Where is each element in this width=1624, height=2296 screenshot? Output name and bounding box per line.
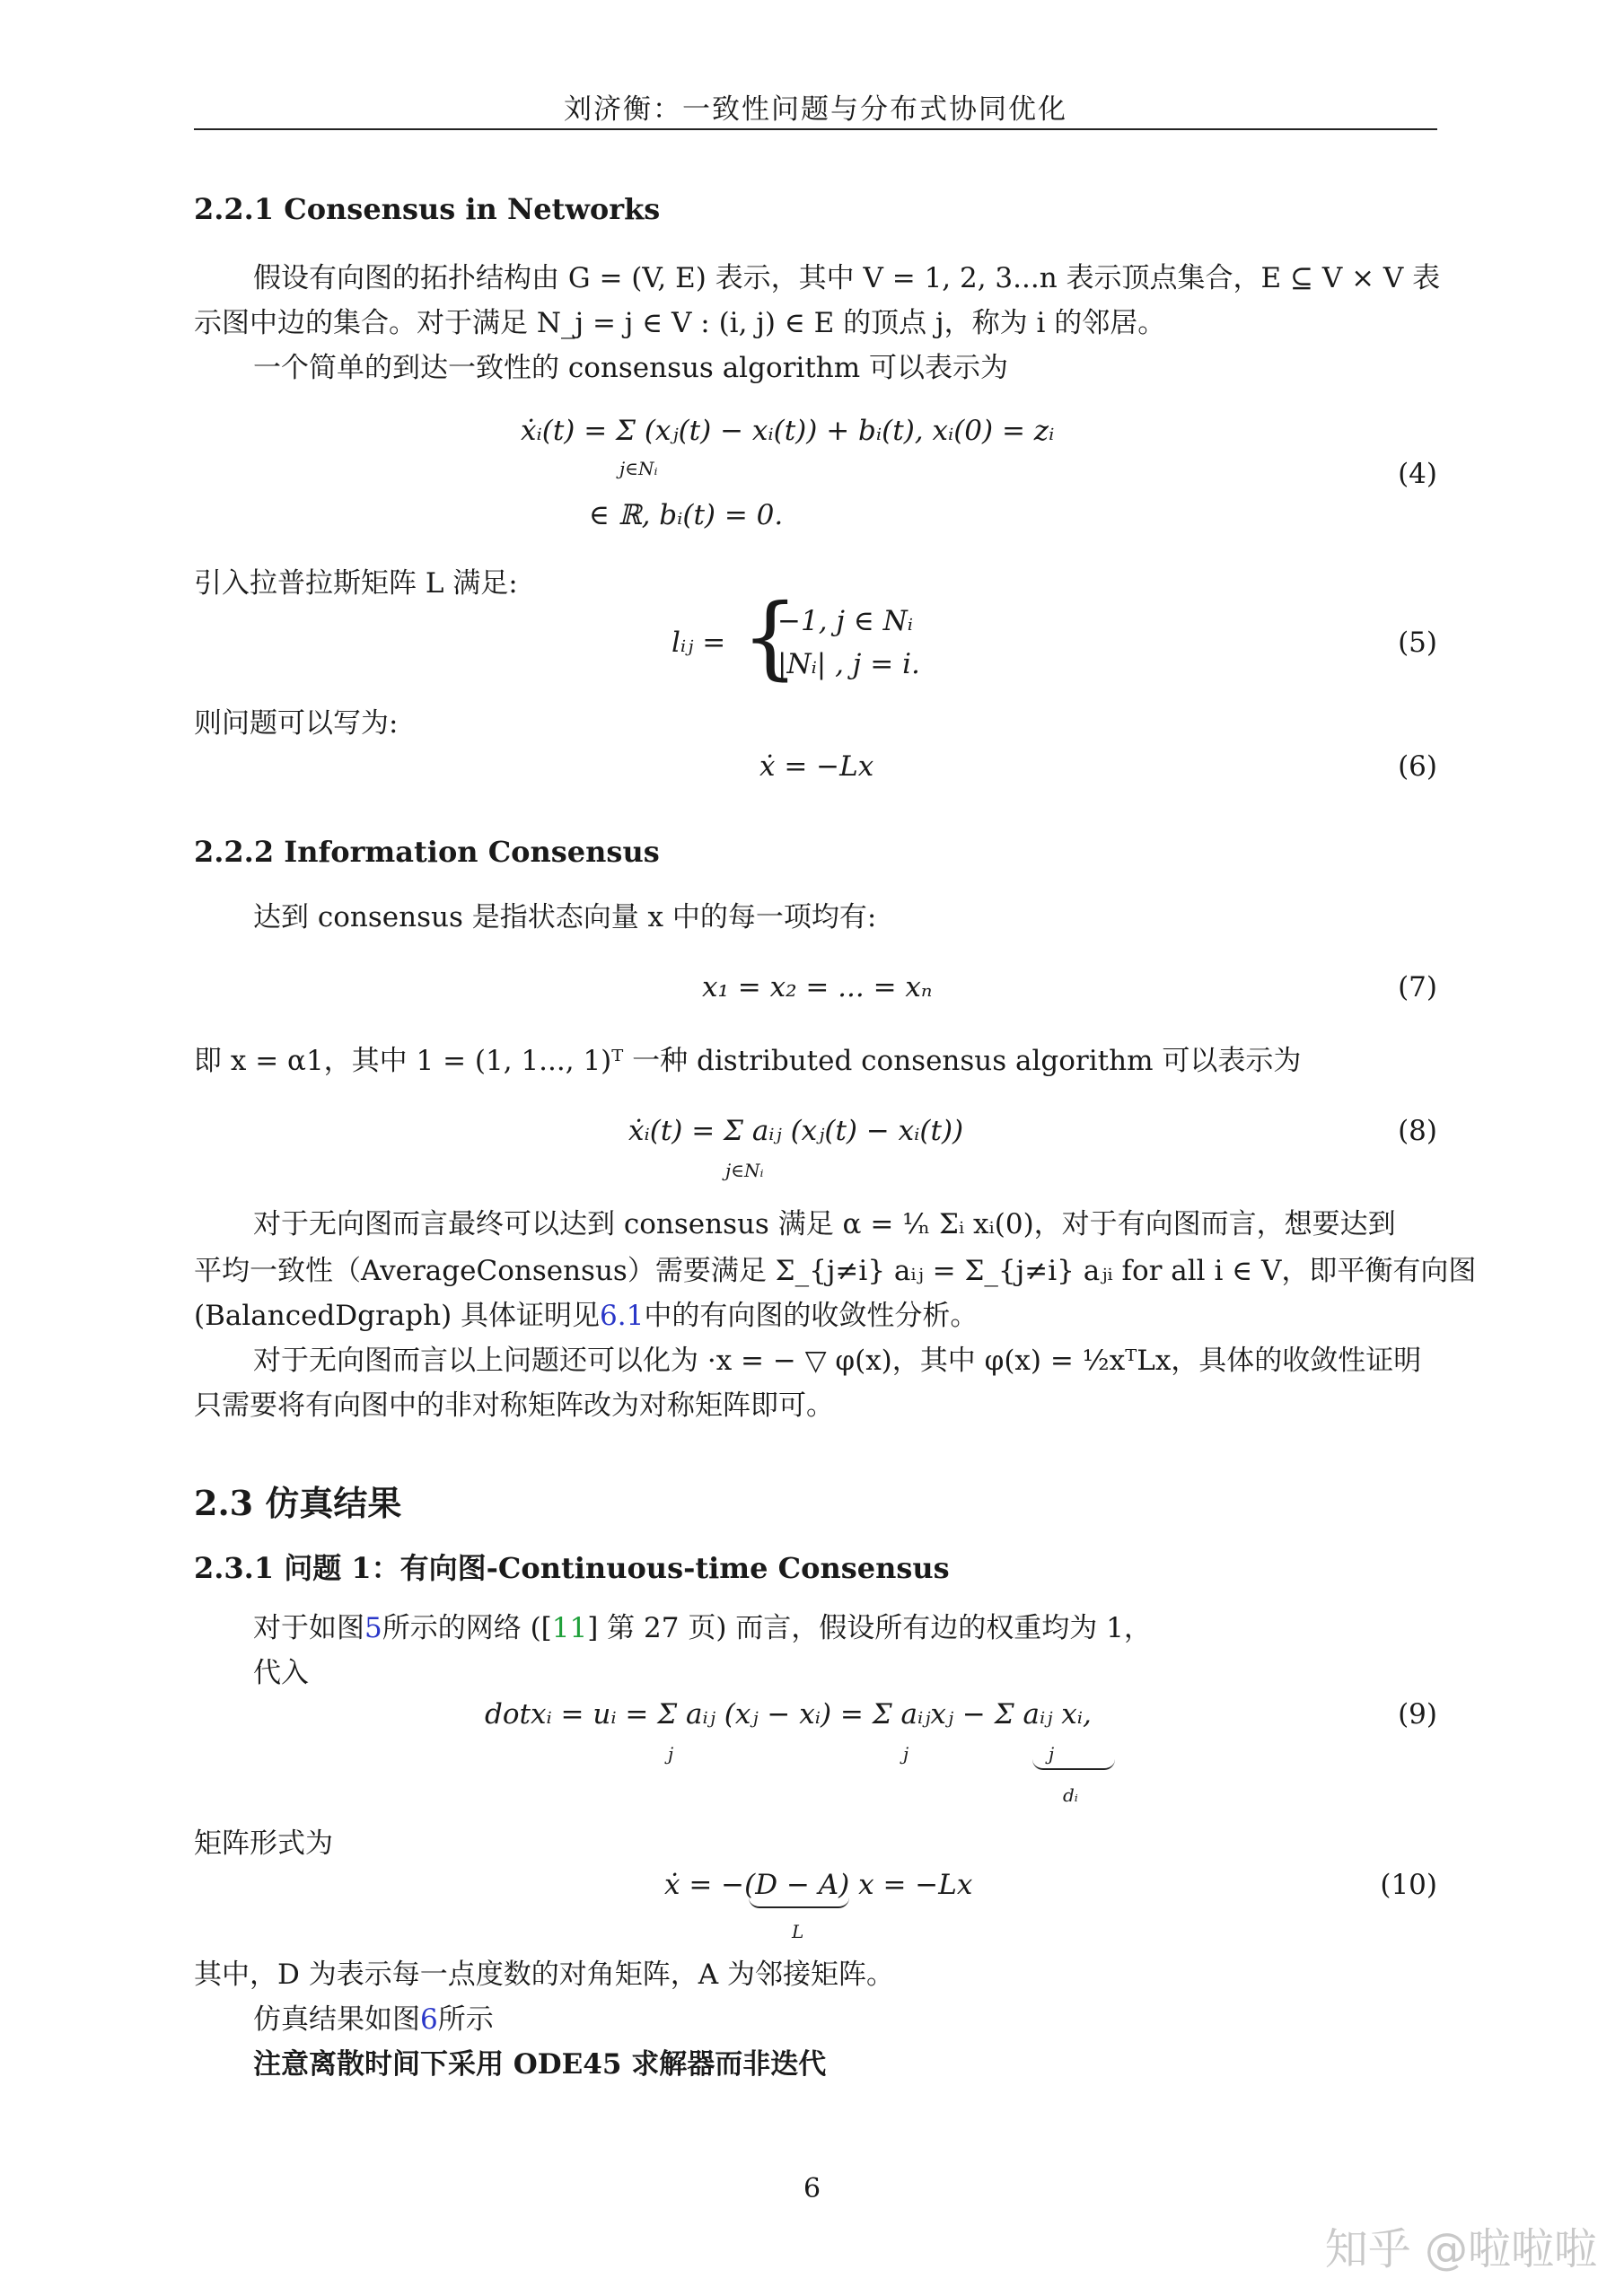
paragraph-gradient-line1: 对于无向图而言以上问题还可以化为 ·x = − ▽ φ(x)，其中 φ(x) = ½xᵀLx，具体的收敛性证明	[253, 1345, 1422, 1377]
header-rule	[194, 128, 1437, 130]
equation-4-line1: ẋᵢ(t) = Σ (xⱼ(t) − xᵢ(t)) + bᵢ(t), xᵢ(0) = zᵢ	[521, 415, 1055, 447]
paragraph-gradient-line2: 只需要将有向图中的非对称矩阵改为对称矩阵即可。	[194, 1389, 834, 1422]
citation-link-11[interactable]: 11	[551, 1612, 588, 1644]
paragraph-undirected-line3: (BalancedDgraph) 具体证明见6.1中的有向图的收敛性分析。	[194, 1300, 979, 1332]
equation-8-subscript: j∈Nᵢ	[725, 1160, 764, 1181]
figure-link-6[interactable]: 6	[420, 2003, 438, 2036]
equation-9: dotxᵢ = uᵢ = Σ aᵢⱼ (xⱼ − xᵢ) = Σ aᵢⱼxⱼ − Σ aᵢⱼ xᵢ,	[485, 1698, 1092, 1731]
paragraph-graph-def-line1: 假设有向图的拓扑结构由 G = (V, E) 表示，其中 V = 1, 2, 3...n 表示顶点集合，E ⊆ V × V 表	[253, 262, 1441, 294]
equation-9-sub-j1: j	[668, 1743, 674, 1765]
equation-10-number: (10)	[1380, 1869, 1437, 1901]
equation-6-number: (6)	[1398, 750, 1437, 783]
equation-9-sub-j3: j	[1049, 1743, 1055, 1765]
equation-10: ẋ = −(D − A) x = −Lx	[664, 1869, 973, 1901]
paragraph-graph-def-line2: 示图中边的集合。对于满足 N_j = j ∈ V : (i, j) ∈ E 的顶点 j，称为 i 的邻居。	[194, 307, 1166, 339]
paragraph-laplacian-intro: 引入拉普拉斯矩阵 L 满足:	[194, 567, 518, 600]
equation-8: ẋᵢ(t) = Σ aᵢⱼ (xⱼ(t) − xᵢ(t))	[628, 1115, 964, 1147]
watermark: 知乎 @啦啦啦	[1324, 2224, 1597, 2274]
paragraph-undirected-line2: 平均一致性（AverageConsensus）需要满足 Σ_{j≠i} aᵢⱼ = Σ_{j≠i} aⱼᵢ for all i ∈ V，即平衡有向图	[194, 1255, 1477, 1287]
paragraph-consensus-def: 达到 consensus 是指状态向量 x 中的每一项均有:	[253, 901, 877, 933]
equation-7-number: (7)	[1398, 971, 1437, 1003]
equation-5-lhs: lᵢⱼ =	[672, 627, 726, 659]
equation-4-subscript: j∈Nᵢ	[619, 458, 658, 479]
equation-4-number: (4)	[1398, 458, 1437, 490]
paragraph-matrix-form: 矩阵形式为	[194, 1827, 333, 1860]
equation-5-case2: |Nᵢ| , j = i.	[777, 648, 920, 680]
paragraph-undirected-line1: 对于无向图而言最终可以达到 consensus 满足 α = ¹⁄ₙ Σᵢ xᵢ(0)，对于有向图而言，想要达到	[253, 1208, 1396, 1240]
paragraph-problem-rewrite: 则问题可以写为:	[194, 707, 399, 740]
section-heading-2-2-2: 2.2.2 Information Consensus	[194, 835, 660, 869]
equation-4-line2: ∈ ℝ, bᵢ(t) = 0.	[589, 499, 784, 531]
figure-link-5[interactable]: 5	[364, 1612, 382, 1644]
equation-9-underbrace	[1032, 1759, 1115, 1770]
equation-9-number: (9)	[1398, 1698, 1437, 1731]
running-header: 刘济衡：一致性问题与分布式协同优化	[564, 93, 1067, 126]
equation-5-number: (5)	[1398, 627, 1437, 659]
section-heading-2-3: 2.3 仿真结果	[194, 1483, 402, 1523]
paragraph-substitute: 代入	[253, 1657, 309, 1689]
ref-link-6-1[interactable]: 6.1	[600, 1300, 645, 1332]
equation-7: x₁ = x₂ = ... = xₙ	[702, 971, 933, 1003]
equation-5-brace: {	[742, 584, 799, 689]
equation-5-case1: −1, j ∈ Nᵢ	[777, 605, 914, 637]
paragraph-network-example: 对于如图5所示的网络 ([11] 第 27 页) 而言，假设所有边的权重均为 1，	[253, 1612, 1152, 1644]
equation-8-number: (8)	[1398, 1115, 1437, 1147]
equation-10-underbrace	[749, 1897, 849, 1908]
paragraph-distributed-intro: 即 x = α1，其中 1 = (1, 1..., 1)ᵀ 一种 distributed consensus algorithm 可以表示为	[194, 1045, 1302, 1077]
equation-9-brace-label: dᵢ	[1063, 1784, 1078, 1806]
paragraph-matrix-explanation: 其中，D 为表示每一点度数的对角矩阵，A 为邻接矩阵。	[194, 1959, 894, 1991]
equation-9-sub-j2: j	[903, 1743, 909, 1765]
equation-10-brace-label: L	[792, 1921, 804, 1942]
section-heading-2-2-1: 2.2.1 Consensus in Networks	[194, 192, 661, 226]
section-heading-2-3-1: 2.3.1 问题 1：有向图-Continuous-time Consensus	[194, 1551, 950, 1585]
equation-6: ẋ = −Lx	[759, 750, 874, 783]
paragraph-simulation-result: 仿真结果如图6所示	[253, 2003, 494, 2036]
paragraph-note-ode45: 注意离散时间下采用 ODE45 求解器而非迭代	[253, 2048, 827, 2081]
paragraph-algorithm-intro: 一个简单的到达一致性的 consensus algorithm 可以表示为	[253, 352, 1009, 384]
page-number: 6	[803, 2173, 821, 2204]
